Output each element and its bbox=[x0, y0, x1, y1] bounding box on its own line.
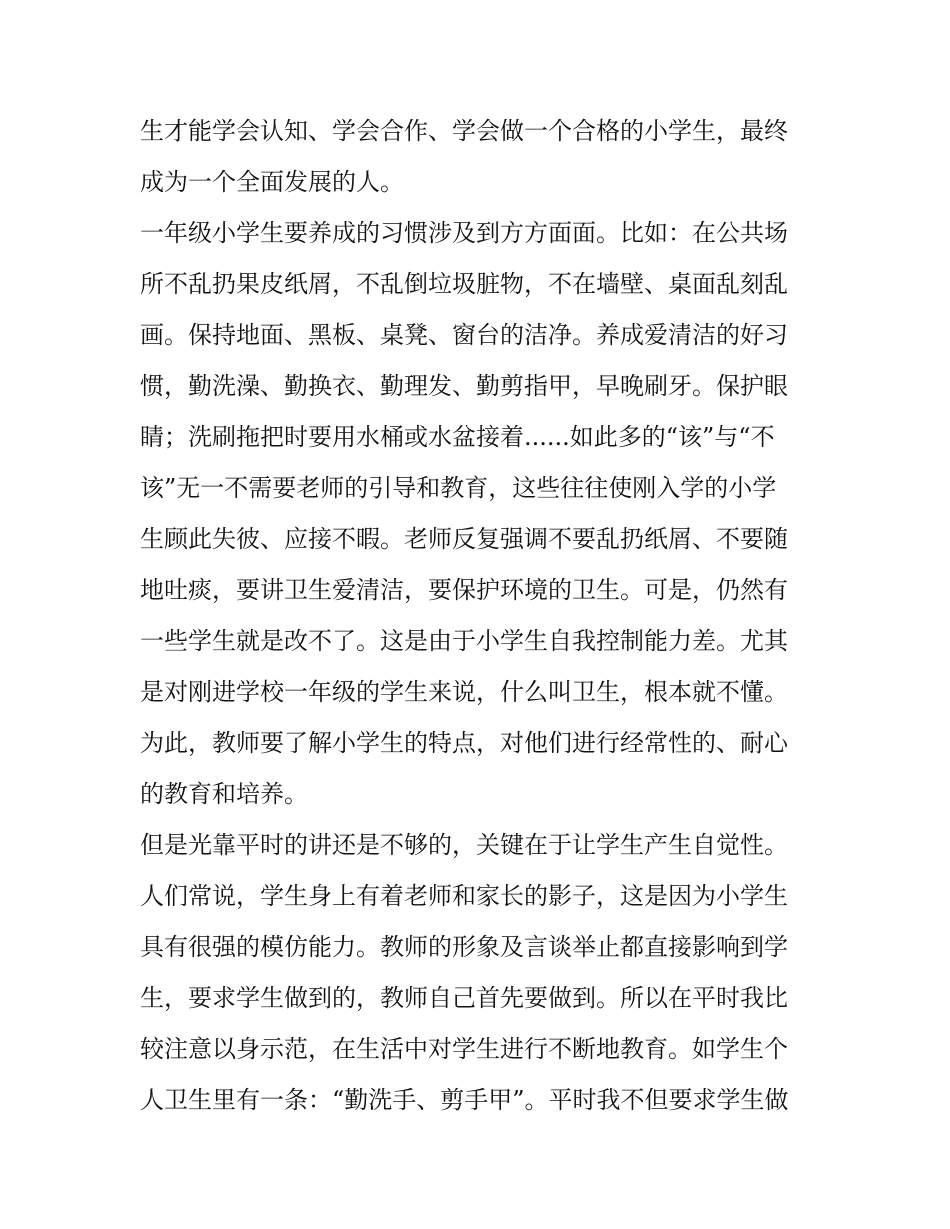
text-line: 该”无一不需要老师的引导和教育，这些往往使刚入学的小学 bbox=[140, 474, 777, 502]
text-line: 地吐痰，要讲卫生爱清洁，要保护环境的卫生。可是，仍然有 bbox=[140, 576, 788, 604]
text-line: 成为一个全面发展的人。 bbox=[140, 168, 404, 196]
text-line: 惯，勤洗澡、勤换衣、勤理发、勤剪指甲，早晚刷牙。保护眼 bbox=[140, 372, 788, 400]
text-line: 为此，教师要了解小学生的特点，对他们进行经常性的、耐心 bbox=[140, 729, 788, 757]
body-text bbox=[140, 106, 820, 1126]
text-line: 的教育和培养。 bbox=[140, 780, 308, 808]
text-line: 较注意以身示范，在生活中对学生进行不断地教育。如学生个 bbox=[140, 1035, 788, 1063]
text-line: 人卫生里有一条：“勤洗手、剪手甲”。平时我不但要求学生做 bbox=[140, 1086, 789, 1114]
text-line: 一些学生就是改不了。这是由于小学生自我控制能力差。尤其 bbox=[140, 627, 788, 655]
text-line: 是对刚进学校一年级的学生来说，什么叫卫生，根本就不懂。 bbox=[140, 678, 788, 706]
text-line: 画。保持地面、黑板、桌凳、窗台的洁净。养成爱清洁的好习 bbox=[140, 321, 788, 349]
text-line: 睛；洗刷拖把时要用水桶或水盆接着......如此多的“该”与“不 bbox=[140, 423, 775, 451]
text-line: 一年级小学生要养成的习惯涉及到方方面面。比如：在公共场 bbox=[140, 219, 788, 247]
text-line: 人们常说，学生身上有着老师和家长的影子，这是因为小学生 bbox=[140, 882, 788, 910]
text-line: 但是光靠平时的讲还是不够的，关键在于让学生产生自觉性。 bbox=[140, 831, 788, 859]
text-line: 生，要求学生做到的，教师自己首先要做到。所以在平时我比 bbox=[140, 984, 788, 1012]
text-line: 所不乱扔果皮纸屑，不乱倒垃圾脏物，不在墙壁、桌面乱刻乱 bbox=[140, 270, 788, 298]
text-line: 生才能学会认知、学会合作、学会做一个合格的小学生，最终 bbox=[140, 117, 788, 145]
text-line: 具有很强的模仿能力。教师的形象及言谈举止都直接影响到学 bbox=[140, 933, 788, 961]
text-line: 生顾此失彼、应接不暇。老师反复强调不要乱扔纸屑、不要随 bbox=[140, 525, 788, 553]
